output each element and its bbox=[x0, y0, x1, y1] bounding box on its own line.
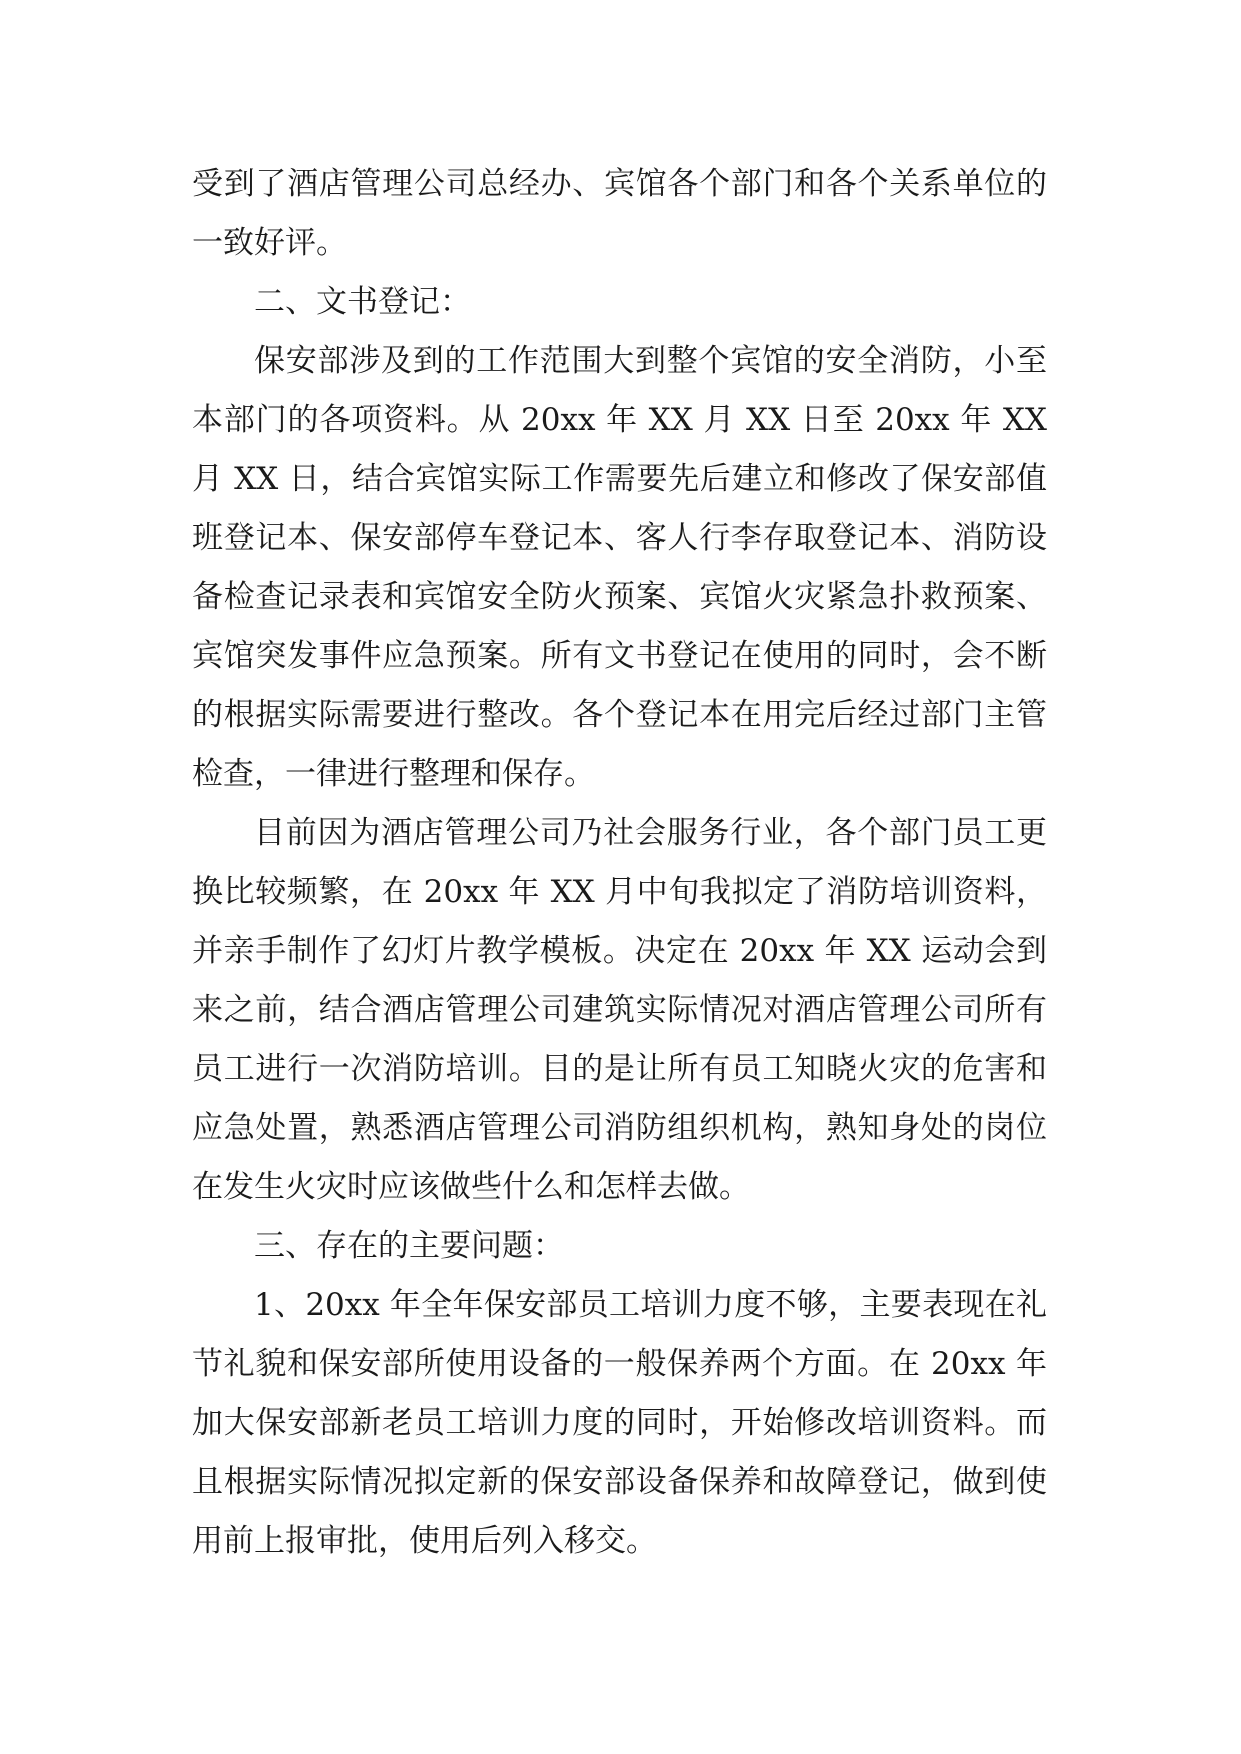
paragraph-documents: 保安部涉及到的工作范围大到整个宾馆的安全消防，小至本部门的各项资料。从 20xx 年 XX 月 XX 日至 20xx 年 XX 月 XX 日，结合宾馆实际工作需要先后建立和修改了保安部值班登记本、保安部停车登记本、客人行李存取登记本、消防设备检查记录表和宾馆安全防火预案、宾馆火灾紧急扑救预案、宾馆突发事件应急预案。所有文书登记在使用的同时，会不断的根据实际需要进行整改。各个登记本在用完后经过部门主管检查，一律进行整理和保存。 bbox=[192, 343, 1047, 792]
paragraph-fire-training: 目前因为酒店管理公司乃社会服务行业，各个部门员工更换比较频繁，在 20xx 年 XX 月中旬我拟定了消防培训资料，并亲手制作了幻灯片教学模板。决定在 20xx 年 XX 运动会到来之前，结合酒店管理公司建筑实际情况对酒店管理公司所有员工进行一次消防培训。目的是让所有员工知晓火灾的危害和应急处置，熟悉酒店管理公司消防组织机构，熟知身处的岗位在发生火灾时应该做些什么和怎样去做。 bbox=[192, 815, 1047, 1205]
section-heading-problems: 三、存在的主要问题： bbox=[254, 1228, 564, 1264]
document-body bbox=[192, 155, 1047, 1571]
paragraph-continuation: 受到了酒店管理公司总经办、宾馆各个部门和各个关系单位的一致好评。 bbox=[192, 166, 1047, 261]
section-heading-documents: 二、文书登记： bbox=[254, 284, 471, 320]
paragraph-problem-1: 1、20xx 年全年保安部员工培训力度不够，主要表现在礼节礼貌和保安部所使用设备的一般保养两个方面。在 20xx 年加大保安部新老员工培训力度的同时，开始修改培训资料。而且根据实际情况拟定新的保安部设备保养和故障登记，做到使用前上报审批，使用后列入移交。 bbox=[192, 1287, 1047, 1559]
